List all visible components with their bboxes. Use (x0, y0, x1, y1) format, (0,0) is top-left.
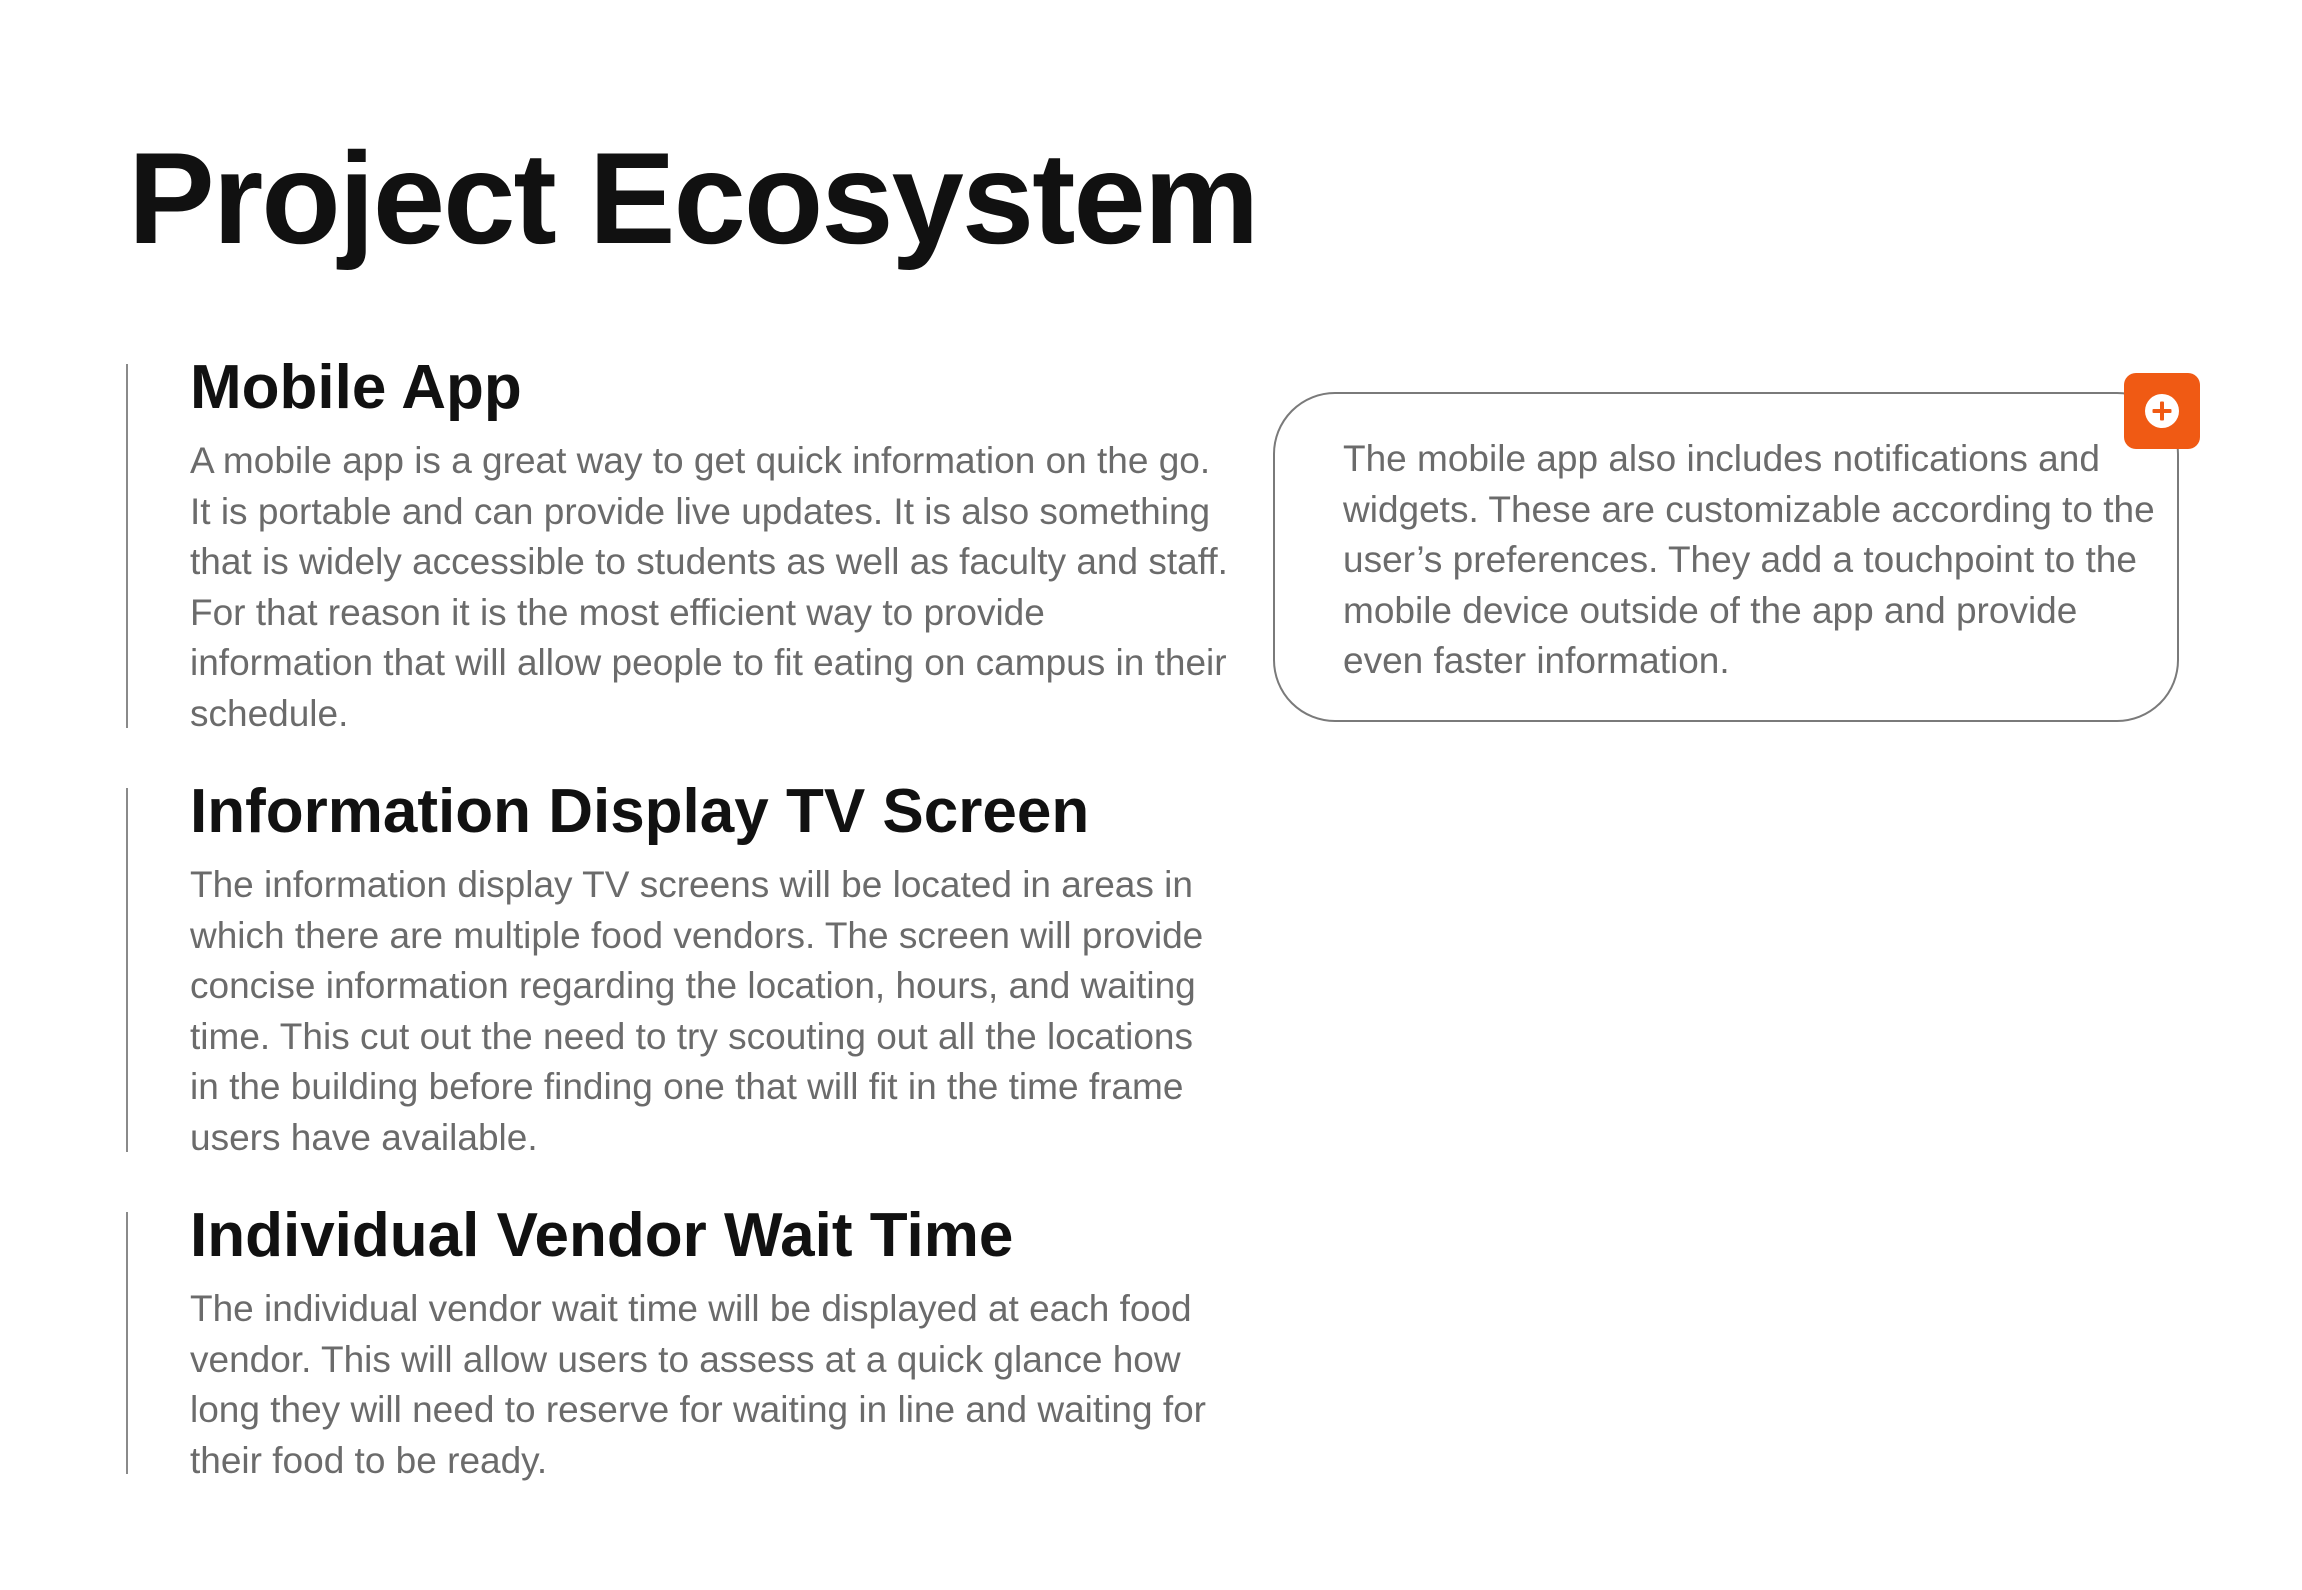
section-heading: Mobile App (190, 353, 522, 422)
add-button[interactable] (2124, 373, 2200, 449)
section-vendor-wait-time (126, 1201, 1228, 1481)
section-mobile-app (126, 353, 1228, 734)
note-card[interactable] (1273, 392, 2179, 722)
page-title: Project Ecosystem (128, 125, 1258, 271)
section-body: The individual vendor wait time will be displayed at each food vendor. This will allow users to assess at a quick glance how long they will need to reserve for waiting in line and waiting for their food to be ready. (190, 1288, 1207, 1481)
section-body: The information display TV screens will be located in areas in which there are multiple food vendors. The screen will provide concise information regarding the location, hours, and waiting time. This cut out the need to try scouting out all the locations in the building before finding one that will fit in the time frame users have available. (190, 864, 1204, 1158)
section-heading: Individual Vendor Wait Time (190, 1201, 1014, 1270)
plus-circle-icon (2142, 391, 2182, 431)
section-body: A mobile app is a great way to get quick information on the go. It is portable and can provide live updates. It is also something that is widely accessible to students as well as faculty and staff. For that reason it is the most efficient way to provide information that will allow people to fit eating on campus in their schedule. (190, 440, 1228, 734)
note-text: The mobile app also includes notifications and widgets. These are customizable according to the user’s preferences. They add a touchpoint to the mobile device outside of the app and provide even faster information. (1343, 438, 2155, 681)
section-heading: Information Display TV Screen (190, 777, 1090, 846)
section-information-display (126, 777, 1228, 1158)
